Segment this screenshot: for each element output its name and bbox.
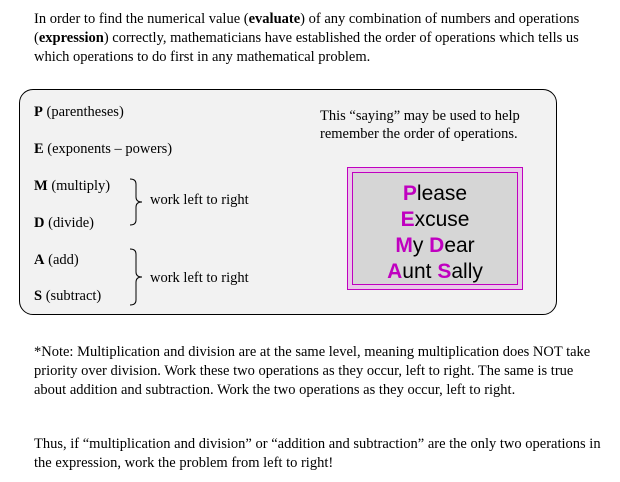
order-of-operations-box [19, 89, 557, 315]
note-paragraph: *Note: Multiplication and division are at the same level, meaning multiplication does NOT take priority over division. Work these two operations as they occur, left to right. The same is true about addition and subtraction. Work the two operations as they occur, left to right. [34, 344, 591, 398]
mnemonic-word: unt [402, 260, 438, 283]
mnemonic-word: ear [444, 234, 475, 257]
mnemonic-initial: E [400, 208, 415, 231]
order-item-divide [34, 214, 94, 232]
order-text: (add) [44, 252, 79, 268]
intro-text: ) correctly, mathematicians have established the order of operations which tells us which operations to do first in any mathematical problem. [34, 30, 579, 65]
saying-caption: This “saying” may be used to help remember the order of operations. [320, 108, 520, 142]
mnemonic-line-my-dear [353, 233, 517, 259]
intro-text: ) of any combination of numbers and operations ( [34, 11, 580, 46]
order-item-subtract [34, 287, 101, 305]
order-letter: S [34, 288, 43, 304]
order-text: (exponents – powers) [43, 141, 173, 157]
mnemonic-initial: M [395, 234, 413, 257]
mnemonic-word: xcuse [414, 208, 470, 231]
mnemonic-line-please [353, 181, 517, 207]
order-text: (parentheses) [42, 104, 124, 120]
order-text: (subtract) [42, 288, 102, 304]
order-item-add [34, 251, 79, 269]
right-brace-icon [128, 248, 144, 306]
conclusion-paragraph: Thus, if “multiplication and division” or “addition and subtraction” are the only two operations in the expression, work the problem from left to right! [34, 436, 601, 471]
mnemonic-initial: P [402, 182, 417, 205]
intro-paragraph [34, 10, 609, 67]
mnemonic-word: y [412, 234, 430, 257]
mnemonic-initial: S [437, 260, 452, 283]
mnemonic-initial: A [387, 260, 403, 283]
order-item-exponents [34, 140, 172, 158]
mnemonic-initial: D [429, 234, 445, 257]
intro-text: In order to find the numerical value ( [34, 11, 249, 27]
order-item-parentheses [34, 103, 124, 121]
mnemonic-line-aunt-sally [353, 259, 517, 285]
left-to-right-label: work left to right [150, 192, 249, 208]
order-letter: D [34, 215, 45, 231]
mnemonic-line-excuse [353, 207, 517, 233]
pemdas-mnemonic-inner [352, 172, 518, 285]
mnemonic-word: ally [451, 260, 483, 283]
intro-term-evaluate: evaluate [248, 11, 301, 27]
intro-term-expression: expression [38, 30, 104, 46]
order-text: (multiply) [47, 178, 111, 194]
left-to-right-label: work left to right [150, 270, 249, 286]
order-text: (divide) [44, 215, 95, 231]
order-item-multiply [34, 177, 110, 195]
order-letter: P [34, 104, 43, 120]
order-letter: E [34, 141, 44, 157]
order-letter: M [34, 178, 48, 194]
right-brace-icon [128, 178, 144, 226]
pemdas-mnemonic-box [347, 167, 523, 290]
order-letter: A [34, 252, 45, 268]
mnemonic-word: lease [416, 182, 468, 205]
